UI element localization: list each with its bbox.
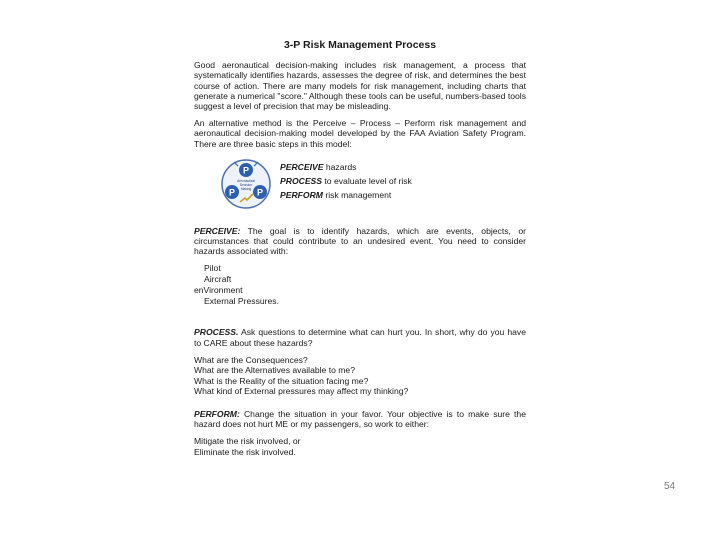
logo-caption-2: Decision — [239, 182, 253, 187]
question-reality: What is the Reality of the situation facing me? — [194, 375, 369, 386]
step-perceive: PERCEIVE hazards — [280, 161, 357, 172]
document-page — [194, 40, 526, 457]
action-eliminate: Eliminate the risk involved. — [194, 446, 296, 457]
model-steps — [280, 160, 412, 202]
hazard-aircraft: Aircraft — [204, 274, 232, 285]
logo-letter-right: P — [256, 187, 264, 198]
process-questions — [194, 355, 526, 397]
intro-paragraph: Good aeronautical decision-making includes risk management, a process that systematically identifies hazards, assesses the degree of risk, and determines the best course of action. There are many models for risk management, including charts that generate a numerical "score." Although these tools can be useful, numbers-based tools suggest a level of precision that may be misleading. — [194, 60, 526, 112]
alternative-paragraph: An alternative method is the Perceive – Process – Perform risk management and aeronautical decision-making model developed by the FAA Aviation Safety Program. There are three basic steps in this model: — [194, 118, 526, 149]
hazard-environment: enVironment — [194, 285, 243, 296]
logo-letter-top: P — [242, 165, 250, 176]
model-figure — [194, 156, 526, 216]
action-mitigate: Mitigate the risk involved, or — [194, 436, 301, 447]
page-number: 54 — [664, 481, 676, 492]
question-consequences: What are the Consequences? — [194, 354, 308, 365]
hazard-list — [194, 263, 526, 307]
perform-actions — [194, 436, 526, 457]
perform-paragraph: PERFORM: Change the situation in your favor. Your objective is to make sure the hazard does not hurt ME or my passengers, so work to either: — [194, 408, 526, 430]
question-alternatives: What are the Alternatives available to me? — [194, 365, 355, 376]
question-external: What kind of External pressures may affect my thinking? — [194, 386, 409, 397]
hazard-external: External Pressures. — [204, 296, 279, 307]
three-p-logo-icon — [220, 158, 272, 210]
logo-caption-1: Aeronautical — [237, 178, 255, 183]
logo-letter-left: P — [228, 187, 236, 198]
process-paragraph: PROCESS. Ask questions to determine what can hurt you. In short, why do you have to CARE about these hazards? — [194, 327, 526, 348]
perceive-paragraph: PERCEIVE: The goal is to identify hazards, which are events, objects, or circumstances that could contribute to an undesired event. You need to consider hazards associated with: — [194, 225, 526, 257]
document-title: 3-P Risk Management Process — [283, 39, 437, 51]
step-process: PROCESS to evaluate level of risk — [280, 175, 412, 186]
step-perform: PERFORM risk management — [280, 189, 392, 200]
logo-caption-3: Making — [240, 186, 252, 191]
hazard-pilot: Pilot — [204, 263, 221, 274]
